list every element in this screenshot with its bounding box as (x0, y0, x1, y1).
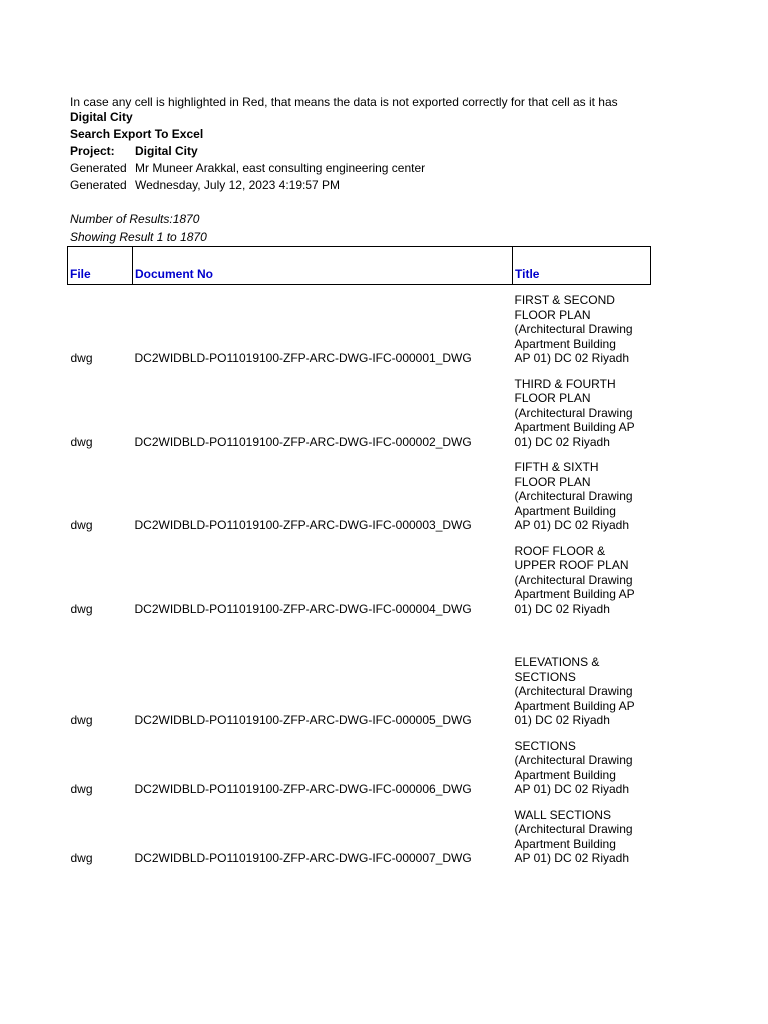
generated-by-label: Generated (70, 161, 127, 175)
results-count: Number of Results:1870 (70, 212, 200, 226)
table-row (68, 536, 651, 620)
cell-document-no: DC2WIDBLD-PO11019100-ZFP-ARC-DWG-IFC-000001_DWG (134, 351, 472, 365)
column-header-title: Title (513, 247, 651, 285)
generated-by-value: Mr Muneer Arakkal, east consulting engineering center (135, 161, 426, 175)
report-header (70, 109, 425, 194)
generated-on-label: Generated (70, 178, 127, 192)
cell-document-no: DC2WIDBLD-PO11019100-ZFP-ARC-DWG-IFC-000003_DWG (134, 518, 472, 532)
generated-by-line (70, 160, 425, 177)
cell-title: ROOF FLOOR & UPPER ROOF PLAN (Architectural Drawing Apartment Building AP 01) DC 02 Riyadh (514, 543, 635, 616)
export-warning-notice: In case any cell is highlighted in Red, that means the data is not exported correctly for that cell as it has (70, 95, 618, 109)
cell-document-no: DC2WIDBLD-PO11019100-ZFP-ARC-DWG-IFC-000002_DWG (134, 434, 472, 449)
cell-file: dwg (70, 782, 93, 796)
cell-file: dwg (70, 351, 93, 365)
cell-title: FIFTH & SIXTH FLOOR PLAN (Architectural Drawing Apartment Building AP 01) DC 02 Riyadh (514, 460, 633, 532)
generated-on-line (70, 177, 425, 194)
table-row (68, 619, 651, 731)
cell-file: dwg (70, 518, 93, 532)
generated-on-value: Wednesday, July 12, 2023 4:19:57 PM (135, 178, 341, 192)
results-showing: Showing Result 1 to 1870 (70, 230, 207, 244)
cell-file: dwg (70, 851, 93, 865)
table-row (68, 731, 651, 800)
column-header-document-no: Document No (133, 247, 513, 285)
cell-title: SECTIONS (Architectural Drawing Apartment Building AP 01) DC 02 Riyadh (514, 738, 633, 796)
cell-file: dwg (70, 601, 93, 616)
app-name: Digital City (70, 110, 133, 124)
table-row (68, 369, 651, 453)
cell-document-no: DC2WIDBLD-PO11019100-ZFP-ARC-DWG-IFC-000006_DWG (134, 782, 472, 796)
cell-title: WALL SECTIONS (Architectural Drawing Apartment Building AP 01) DC 02 Riyadh (514, 807, 633, 865)
cell-title: ELEVATIONS & SECTIONS (Architectural Drawing Apartment Building AP 01) DC 02 Riyadh (514, 655, 635, 727)
column-header-file: File (68, 247, 133, 285)
cell-file: dwg (70, 713, 93, 727)
table-row (68, 285, 651, 369)
results-table (67, 246, 651, 869)
project-label: Project: (70, 144, 115, 158)
table-header-row (68, 247, 651, 285)
cell-document-no: DC2WIDBLD-PO11019100-ZFP-ARC-DWG-IFC-000005_DWG (134, 713, 472, 727)
cell-document-no: DC2WIDBLD-PO11019100-ZFP-ARC-DWG-IFC-000007_DWG (134, 851, 472, 865)
cell-file: dwg (70, 434, 93, 449)
table-row (68, 452, 651, 536)
table-row (68, 800, 651, 869)
report-title: Search Export To Excel (70, 127, 204, 141)
project-value: Digital City (135, 144, 198, 158)
cell-title: THIRD & FOURTH FLOOR PLAN (Architectural Drawing Apartment Building AP 01) DC 02 Riyadh (514, 376, 635, 449)
project-line (70, 143, 425, 160)
cell-title: FIRST & SECOND FLOOR PLAN (Architectural Drawing Apartment Building AP 01) DC 02 Riyadh (514, 293, 633, 365)
results-summary (70, 210, 207, 246)
cell-document-no: DC2WIDBLD-PO11019100-ZFP-ARC-DWG-IFC-000004_DWG (134, 601, 472, 616)
